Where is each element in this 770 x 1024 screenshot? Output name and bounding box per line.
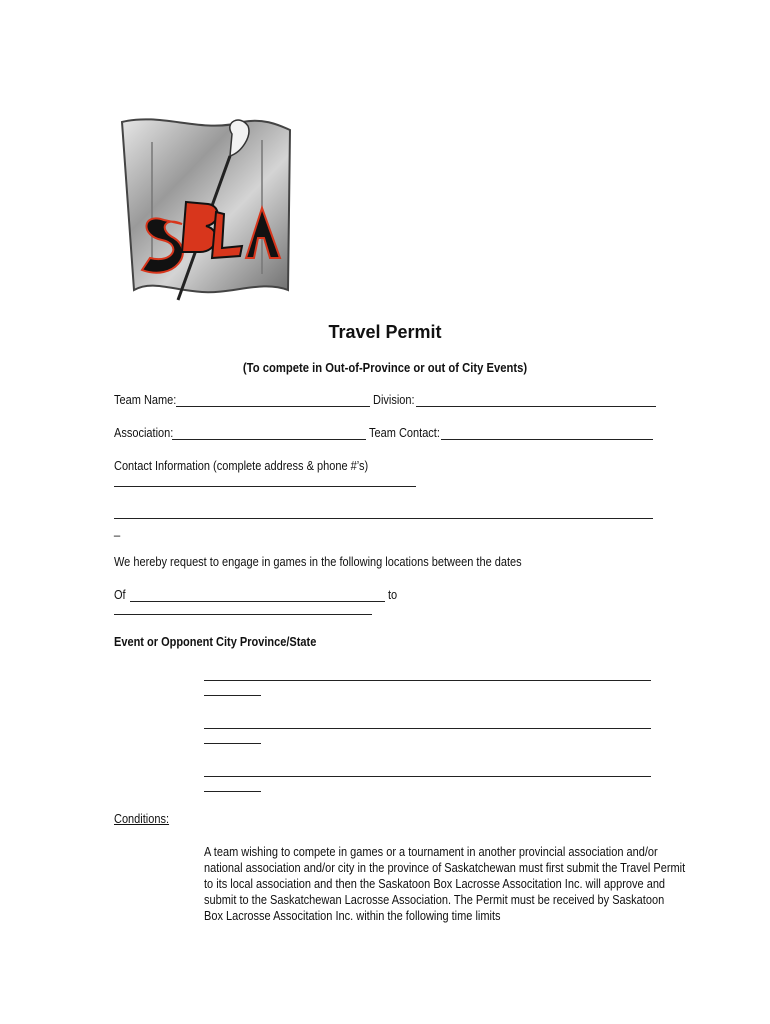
conditions-line: submit to the Saskatchewan Lacrosse Association. The Permit must be received by Saskatoon (204, 893, 665, 907)
sbla-logo (112, 112, 302, 304)
contact-info-field-1[interactable] (114, 486, 416, 487)
division-field[interactable] (416, 406, 656, 407)
event-heading: Event or Opponent City Province/State (114, 635, 317, 649)
to-label: to (388, 588, 398, 602)
request-text: We hereby request to engage in games in the following locations between the dates (114, 555, 522, 569)
conditions-paragraph (204, 844, 686, 924)
contact-info-field-2[interactable] (114, 518, 653, 519)
of-label: Of (114, 588, 126, 602)
association-label: Association: (114, 426, 174, 440)
event-field-3[interactable] (204, 776, 651, 777)
team-name-label: Team Name: (114, 393, 177, 407)
document-subtitle: (To compete in Out-of-Province or out of City Events) (242, 361, 528, 375)
conditions-line: to its local association and then the Saskatoon Box Lacrosse Associtation Inc. will approve and (204, 877, 666, 891)
sbla-logo-graphic (112, 112, 302, 304)
team-contact-label: Team Contact: (369, 426, 440, 440)
event-field-2[interactable] (204, 728, 651, 729)
conditions-heading: Conditions: (114, 812, 170, 826)
contact-info-label: Contact Information (complete address & phone #’s) (114, 459, 369, 473)
start-date-field[interactable] (130, 601, 385, 602)
conditions-line: A team wishing to compete in games or a tournament in another provincial association and/or (204, 845, 658, 859)
event-field-2-continuation[interactable] (204, 743, 261, 744)
team-contact-field[interactable] (441, 439, 653, 440)
association-field[interactable] (172, 439, 366, 440)
event-field-1[interactable] (204, 680, 651, 681)
event-field-3-continuation[interactable] (204, 791, 261, 792)
conditions-line: Box Lacrosse Associtation Inc. within the following time limits (204, 909, 501, 923)
document-title: Travel Permit (328, 322, 442, 342)
team-name-field[interactable] (176, 406, 370, 407)
end-date-field[interactable] (114, 614, 372, 615)
event-field-1-continuation[interactable] (204, 695, 261, 696)
conditions-line: national association and/or city in the province of Saskatchewan must first submit the Travel Permit (204, 861, 686, 875)
contact-info-dash: _ (114, 523, 121, 537)
division-label: Division: (373, 393, 415, 407)
